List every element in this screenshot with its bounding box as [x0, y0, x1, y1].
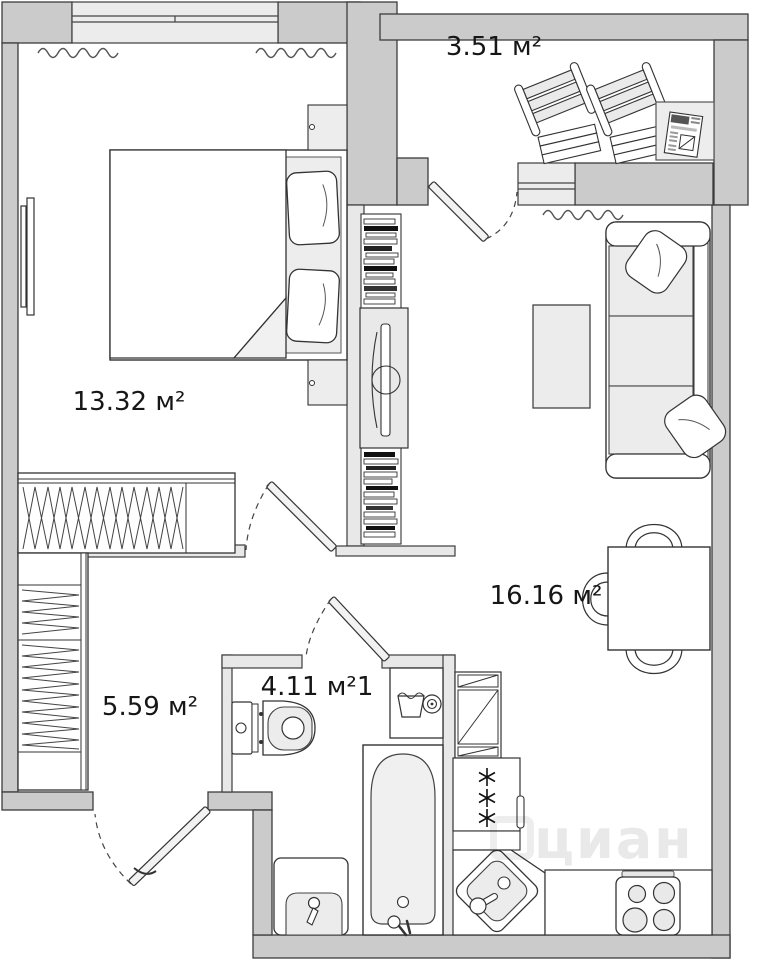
toilet-icon: [232, 701, 315, 755]
bedroom-door: [246, 481, 337, 552]
balcony-door: [428, 181, 517, 242]
pillow-icon: [286, 269, 340, 344]
stove-icon: [616, 871, 680, 935]
bathtub-icon: [363, 745, 443, 935]
bedroom-wardrobe-icon: [18, 473, 235, 553]
chair-icon: [626, 648, 682, 674]
bed-icon: [110, 150, 347, 360]
coffee-table-icon: [533, 305, 590, 408]
balcony-table-icon: [656, 102, 714, 160]
bedroom-window: [72, 2, 278, 43]
vanity-sink-icon: [274, 858, 348, 935]
cian-logo-icon: [490, 816, 534, 860]
balcony-area-label: 3.51 м²: [445, 32, 543, 62]
dining-table-icon: [608, 547, 710, 650]
tv-unit-icon: [360, 308, 408, 448]
wall-tv-icon: [21, 198, 34, 315]
pillow-icon: [286, 171, 340, 246]
entry-door: [95, 806, 211, 886]
newspaper-icon: [664, 112, 702, 157]
living-room-area-label: 16.16 м²: [489, 581, 603, 611]
tall-cabinet-icon: [455, 672, 501, 758]
bookshelf-icon: [360, 214, 408, 544]
deck-chair-icon: [513, 61, 611, 172]
bathroom-area-label: 4.11 м²1: [260, 672, 374, 702]
watermark: циан: [534, 808, 694, 871]
bedroom-area-label: 13.32 м²: [72, 387, 186, 417]
washing-machine-icon: [390, 668, 443, 738]
hallway-wardrobe-icon: [18, 553, 88, 790]
balcony-window: [518, 163, 575, 205]
hallway-area-label: 5.59 м²: [101, 692, 199, 722]
bathroom-door: [306, 596, 390, 661]
nightstand-icon: [308, 360, 347, 405]
chair-icon: [626, 525, 682, 551]
nightstand-icon: [308, 105, 347, 150]
